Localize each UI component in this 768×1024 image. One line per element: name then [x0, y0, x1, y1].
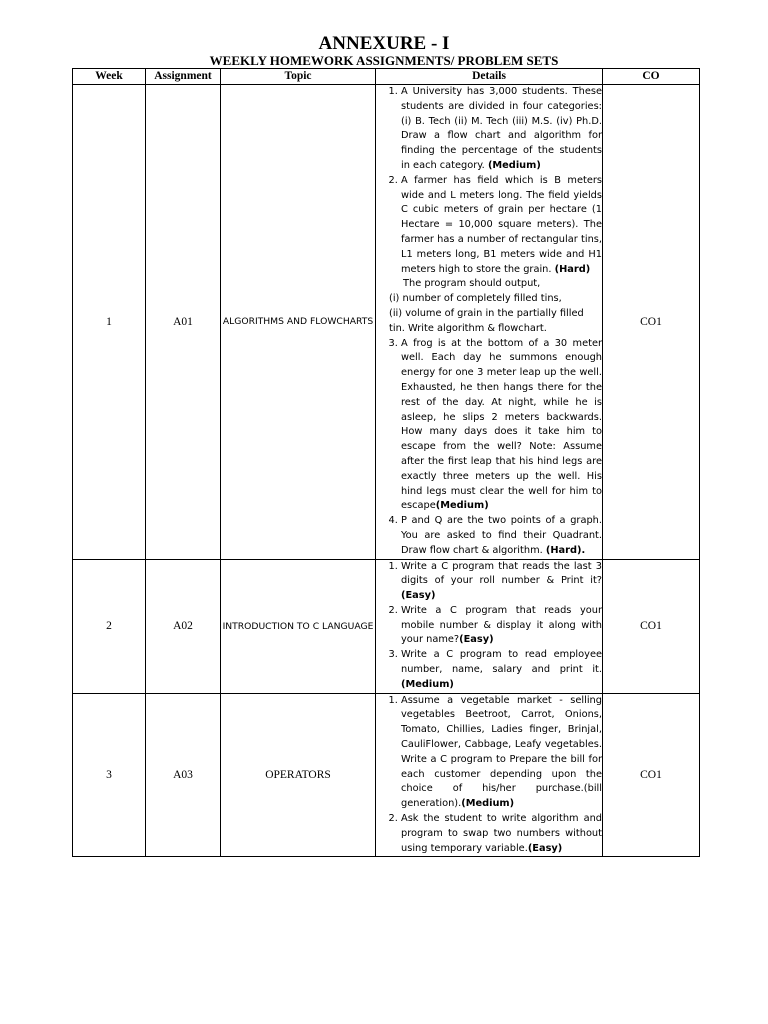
- header-topic: Topic: [221, 69, 376, 85]
- difficulty-label: (Medium): [435, 500, 489, 512]
- list-item: [401, 812, 602, 856]
- assignments-table: [72, 68, 700, 857]
- topic-cell: OPERATORS: [221, 693, 376, 857]
- list-item: [401, 694, 602, 812]
- list-item: [401, 514, 602, 558]
- problem-list: [376, 694, 602, 857]
- problem-text: Write a C program that reads the last 3 digits of your roll number & Print it?: [401, 560, 602, 587]
- problem-text: A farmer has field which is B meters wide and L meters long. The field yields C cubic meters of grain per hectare (1 Hectare = 10,000 square meters). The farmer has a number of rectangular tins, L1 meters long, B1 meters wide and H1 meters high to store the grain.: [401, 174, 602, 275]
- assignment-cell: A01: [146, 85, 221, 560]
- difficulty-label: (Easy): [527, 842, 563, 854]
- problem-text: Write a C program to read employee number, name, salary and print it.: [401, 649, 602, 676]
- problem-text: A frog is at the bottom of a 30 meter well. Each day he summons enough energy for one 3 meter leap up the well. Exhausted, he then hangs there for the rest of the day. At night, while he is asleep, he slips 2 meters backwards. How many days does it take him to escape from the well? Note: Assume after the first leap that his hind legs are exactly three meters up the well. His hind legs must clear the well for him to escape: [401, 337, 602, 512]
- week-cell: 1: [73, 85, 146, 560]
- header-co: CO: [603, 69, 700, 85]
- list-item: [401, 604, 602, 648]
- difficulty-label: (Medium): [401, 678, 454, 690]
- details-cell: [376, 693, 603, 857]
- difficulty-label: (Medium): [461, 798, 515, 810]
- table-row: [73, 693, 700, 857]
- difficulty-label: (Hard): [554, 263, 591, 275]
- header-assignment: Assignment: [146, 69, 221, 85]
- week-cell: 3: [73, 693, 146, 857]
- topic-cell: INTRODUCTION TO C LANGUAGE: [221, 559, 376, 693]
- list-item: [401, 648, 602, 692]
- page-title: ANNEXURE - I: [318, 33, 450, 54]
- difficulty-label: (Easy): [459, 634, 494, 646]
- co-cell: CO1: [603, 693, 700, 857]
- problem-subline: (i) number of completely filled tins,: [389, 293, 562, 305]
- assignment-cell: A02: [146, 559, 221, 693]
- page-subtitle: WEEKLY HOMEWORK ASSIGNMENTS/ PROBLEM SETS: [209, 53, 559, 68]
- list-item: [401, 337, 602, 515]
- list-item: [389, 174, 602, 337]
- co-cell: CO1: [603, 559, 700, 693]
- table-row: [73, 85, 700, 560]
- problem-text: Ask the student to write algorithm and program to swap two numbers without using temporary variable.: [401, 813, 602, 854]
- problem-text: P and Q are the two points of a graph. You are asked to find their Quadrant. Draw flow chart & algorithm.: [401, 515, 602, 556]
- table-row: [73, 559, 700, 693]
- difficulty-label: (Easy): [401, 590, 436, 602]
- week-cell: 2: [73, 559, 146, 693]
- problem-text: Write a C program that reads your mobile number & display it along with your name?: [401, 604, 602, 646]
- problem-subline: The program should output,: [403, 278, 541, 290]
- problem-subline: (ii) volume of grain in the partially filled tin. Write algorithm & flowchart.: [389, 307, 584, 334]
- problem-text: Assume a vegetable market - selling vegetables Beetroot, Carrot, Onions, Tomato, Chillies, Ladies finger, Brinjal, CauliFlower, Cabbage, Leafy vegetables. Write a C program to Prepare the bill for each customer depending upon the choice of his/her purchase.(bill generation).: [401, 694, 602, 810]
- header-details: Details: [376, 69, 603, 85]
- problem-text: A University has 3,000 students. These students are divided in four categories: (i) B. Tech (ii) M. Tech (iii) M.S. (iv) Ph.D. Draw a flow chart and algorithm for finding the percentage of the students in each category.: [401, 86, 602, 171]
- problem-list: [376, 560, 602, 693]
- assignment-cell: A03: [146, 693, 221, 857]
- co-cell: CO1: [603, 85, 700, 560]
- problem-list: [376, 85, 602, 559]
- difficulty-label: (Hard).: [545, 544, 586, 556]
- details-cell: [376, 85, 603, 560]
- topic-cell: ALGORITHMS AND FLOWCHARTS: [221, 85, 376, 560]
- details-cell: [376, 559, 603, 693]
- list-item: [401, 560, 602, 604]
- table-header-row: [73, 69, 700, 85]
- list-item: [401, 85, 602, 174]
- header-week: Week: [73, 69, 146, 85]
- difficulty-label: (Medium): [487, 159, 541, 171]
